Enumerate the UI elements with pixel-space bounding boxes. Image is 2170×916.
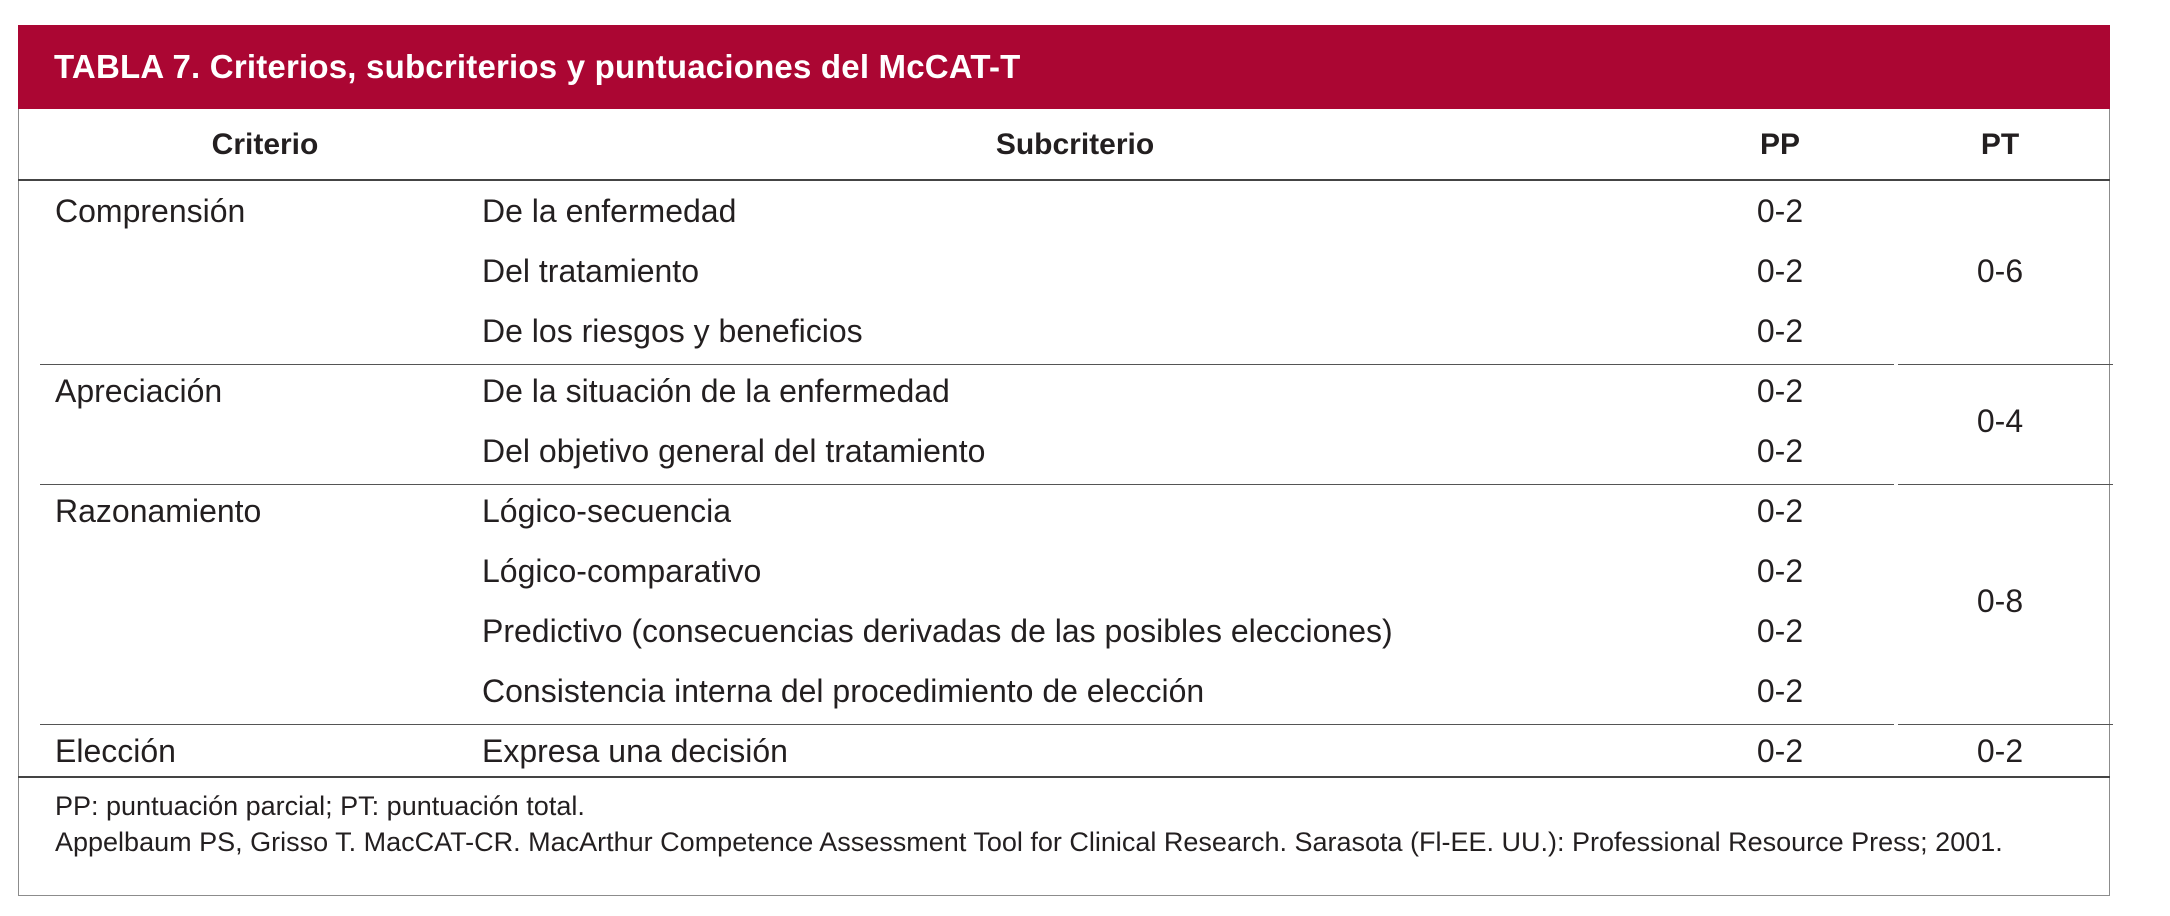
column-header-pp: PP <box>1759 128 1801 161</box>
pp-cell: 0-2 <box>1756 553 1804 589</box>
header-divider <box>18 179 2110 181</box>
group-divider <box>1672 484 1894 485</box>
criterio-cell: Razonamiento <box>55 493 262 529</box>
group-divider <box>1898 364 2113 365</box>
group-divider <box>1898 724 2113 725</box>
pp-cell: 0-2 <box>1756 253 1804 289</box>
column-header-criterio: Criterio <box>211 128 319 161</box>
subcriterio-cell: Del objetivo general del tratamiento <box>482 433 986 469</box>
pt-cell: 0-6 <box>1976 253 2024 289</box>
pp-cell: 0-2 <box>1756 433 1804 469</box>
pt-cell: 0-8 <box>1976 583 2024 619</box>
group-divider <box>40 484 1705 485</box>
pp-cell: 0-2 <box>1756 673 1804 709</box>
footnote-abbreviations: PP: puntuación parcial; PT: puntuación total. <box>55 791 585 821</box>
subcriterio-cell: Predictivo (consecuencias derivadas de las posibles elecciones) <box>482 613 1393 649</box>
subcriterio-cell: De la situación de la enfermedad <box>482 373 950 409</box>
pp-cell: 0-2 <box>1756 193 1804 229</box>
table-title-text: TABLA 7. Criterios, subcriterios y puntuaciones del McCAT-T <box>54 48 1021 85</box>
subcriterio-cell: Consistencia interna del procedimiento de elección <box>482 673 1205 709</box>
group-divider <box>1672 364 1894 365</box>
subcriterio-cell: Del tratamiento <box>482 253 699 289</box>
subcriterio-cell: Lógico-secuencia <box>482 493 732 529</box>
footnote-reference: Appelbaum PS, Grisso T. MacCAT-CR. MacArthur Competence Assessment Tool for Clinical Research. Sarasota (Fl-EE. UU.): Professional Resource Press; 2001. <box>55 827 2003 857</box>
group-divider <box>40 724 1705 725</box>
pp-cell: 0-2 <box>1756 733 1804 769</box>
pt-cell: 0-4 <box>1976 403 2024 439</box>
pp-cell: 0-2 <box>1756 613 1804 649</box>
criterio-cell: Elección <box>55 733 176 769</box>
subcriterio-cell: Expresa una decisión <box>482 733 788 769</box>
pp-cell: 0-2 <box>1756 373 1804 409</box>
group-divider <box>1672 724 1894 725</box>
column-header-subcriterio: Subcriterio <box>995 128 1155 161</box>
group-divider <box>1898 484 2113 485</box>
column-header-pt: PT <box>1980 128 2020 161</box>
table-bottom-divider <box>18 776 2110 778</box>
table-title <box>18 25 2110 109</box>
subcriterio-cell: De los riesgos y beneficios <box>482 313 863 349</box>
criterio-cell: Comprensión <box>55 193 246 229</box>
pt-cell: 0-2 <box>1976 733 2024 769</box>
subcriterio-cell: Lógico-comparativo <box>482 553 762 589</box>
group-divider <box>40 364 1705 365</box>
pp-cell: 0-2 <box>1756 493 1804 529</box>
subcriterio-cell: De la enfermedad <box>482 193 737 229</box>
pp-cell: 0-2 <box>1756 313 1804 349</box>
criterio-cell: Apreciación <box>55 373 223 409</box>
